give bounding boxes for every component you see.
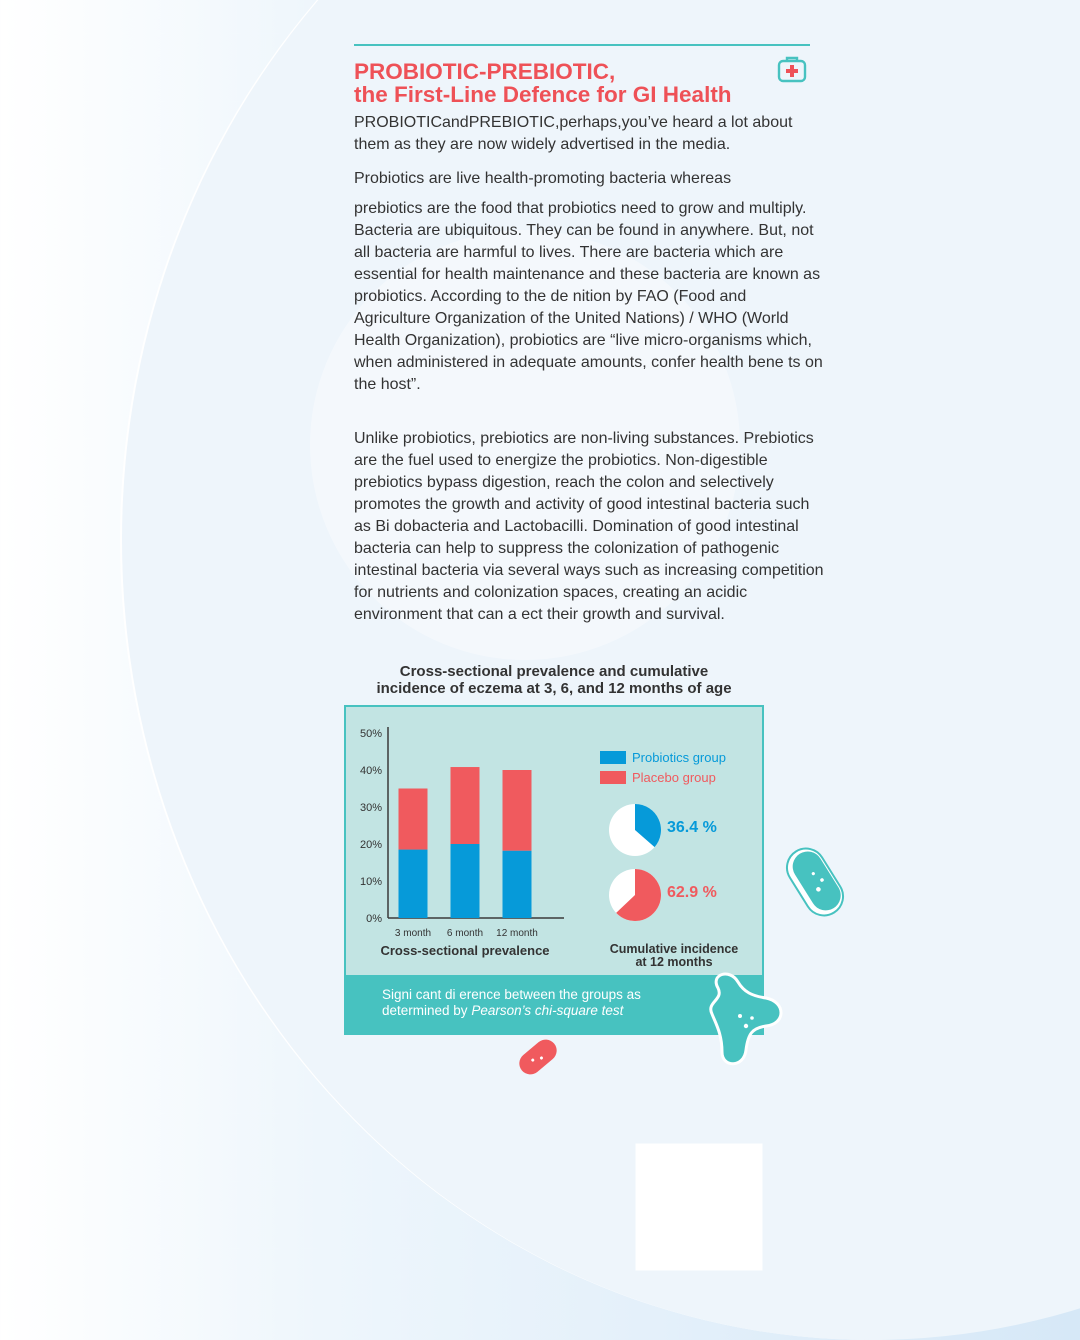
title-line-1: PROBIOTIC-PREBIOTIC, [354, 59, 616, 84]
header-divider [354, 44, 810, 46]
x-tick-label: 3 month [394, 928, 432, 939]
pie-probiotics [607, 802, 663, 858]
footnote-line-2-prefix: determined by [382, 1003, 472, 1018]
bacteria-teal-blob-icon [700, 968, 792, 1072]
bar-probiotics-3 [503, 851, 532, 918]
footnote-line-1: Signi cant di erence between the groups as [382, 987, 641, 1002]
bar-probiotics-2 [451, 844, 480, 918]
article-title [354, 60, 732, 106]
pie-label-probiotics: 36.4 % [667, 819, 717, 836]
y-tick-label: 0% [366, 913, 382, 925]
cumulative-incidence-label [584, 943, 764, 969]
legend-label-probiotics: Probiotics group [632, 749, 726, 765]
legend-item-probiotics [600, 747, 726, 767]
bacteria-red-capsule-icon [514, 1036, 562, 1078]
bar-placebo-2 [451, 767, 480, 844]
legend-item-placebo [600, 767, 726, 787]
chart-title [344, 663, 764, 697]
y-tick-label: 40% [359, 765, 382, 777]
definition-lead: Probiotics are live health-promoting bacteria whereas [354, 170, 732, 187]
y-tick-label: 30% [359, 802, 382, 814]
chart-title-line-2: incidence of eczema at 3, 6, and 12 months of age [376, 680, 732, 697]
prebiotics-paragraph: Unlike probiotics, prebiotics are non-living substances. Prebiotics are the fuel used to energize the probiotics. Non-digestible prebiotics bypass digestion, reach the colon and selectively promotes the growth and activity of good intestinal bacteria such as Bi dobacteria and Lactobacilli. Domination of good intestinal bacteria can help to suppress the colonization of pathogenic intestinal bacteria via several ways such as increasing competition for nutrients and colonization spaces, creating an acidic environment that can a ect their growth and survival. [354, 430, 824, 623]
y-tick-label: 20% [359, 839, 382, 851]
intro-paragraph: PROBIOTICandPREBIOTIC,perhaps,you’ve heard a lot about them as they are now widely advertised in the media. [354, 114, 793, 153]
y-tick-label: 10% [359, 876, 382, 888]
x-tick-label: 12 month [496, 928, 538, 939]
probiotics-paragraph: prebiotics are the food that probiotics need to grow and multiply. Bacteria are ubiquitous. They can be found in anywhere. But, not all bacteria are harmful to lives. There are bacteria which are essential for health maintenance and these bacteria are known as probiotics. According to the de nition by FAO (Food and Agriculture Organization of the United Nations) / WHO (World Health Organization), probiotics are “live micro-organisms which, when administered in adequate amounts, confer health bene ts on the host”. [354, 200, 823, 393]
y-tick-label: 50% [359, 728, 382, 740]
bar-probiotics-1 [399, 850, 428, 918]
pie-placebo [607, 867, 663, 923]
legend-swatch-placebo [600, 771, 626, 784]
legend-label-placebo: Placebo group [632, 769, 716, 785]
chart-title-line-1: Cross-sectional prevalence and cumulative [399, 663, 709, 680]
bacteria-teal-capsule-icon [780, 840, 850, 925]
bar-placebo-3 [503, 770, 532, 851]
legend-swatch-probiotics [600, 751, 626, 764]
cumulative-label-line-2: at 12 months [635, 955, 713, 969]
footnote-text [382, 987, 641, 1019]
x-axis-title: Cross-sectional prevalence [380, 943, 550, 958]
chart-legend [600, 747, 726, 787]
footnote-test-name: Pearson’s chi-square test [471, 1003, 624, 1018]
x-tick-label: 6 month [446, 928, 484, 939]
cumulative-label-line-1: Cumulative incidence [609, 942, 739, 956]
pie-label-placebo: 62.9 % [667, 884, 717, 901]
bar-placebo-1 [399, 789, 428, 850]
title-line-2: the First-Line Defence for GI Health [354, 82, 732, 107]
first-aid-kit-icon [777, 55, 807, 83]
